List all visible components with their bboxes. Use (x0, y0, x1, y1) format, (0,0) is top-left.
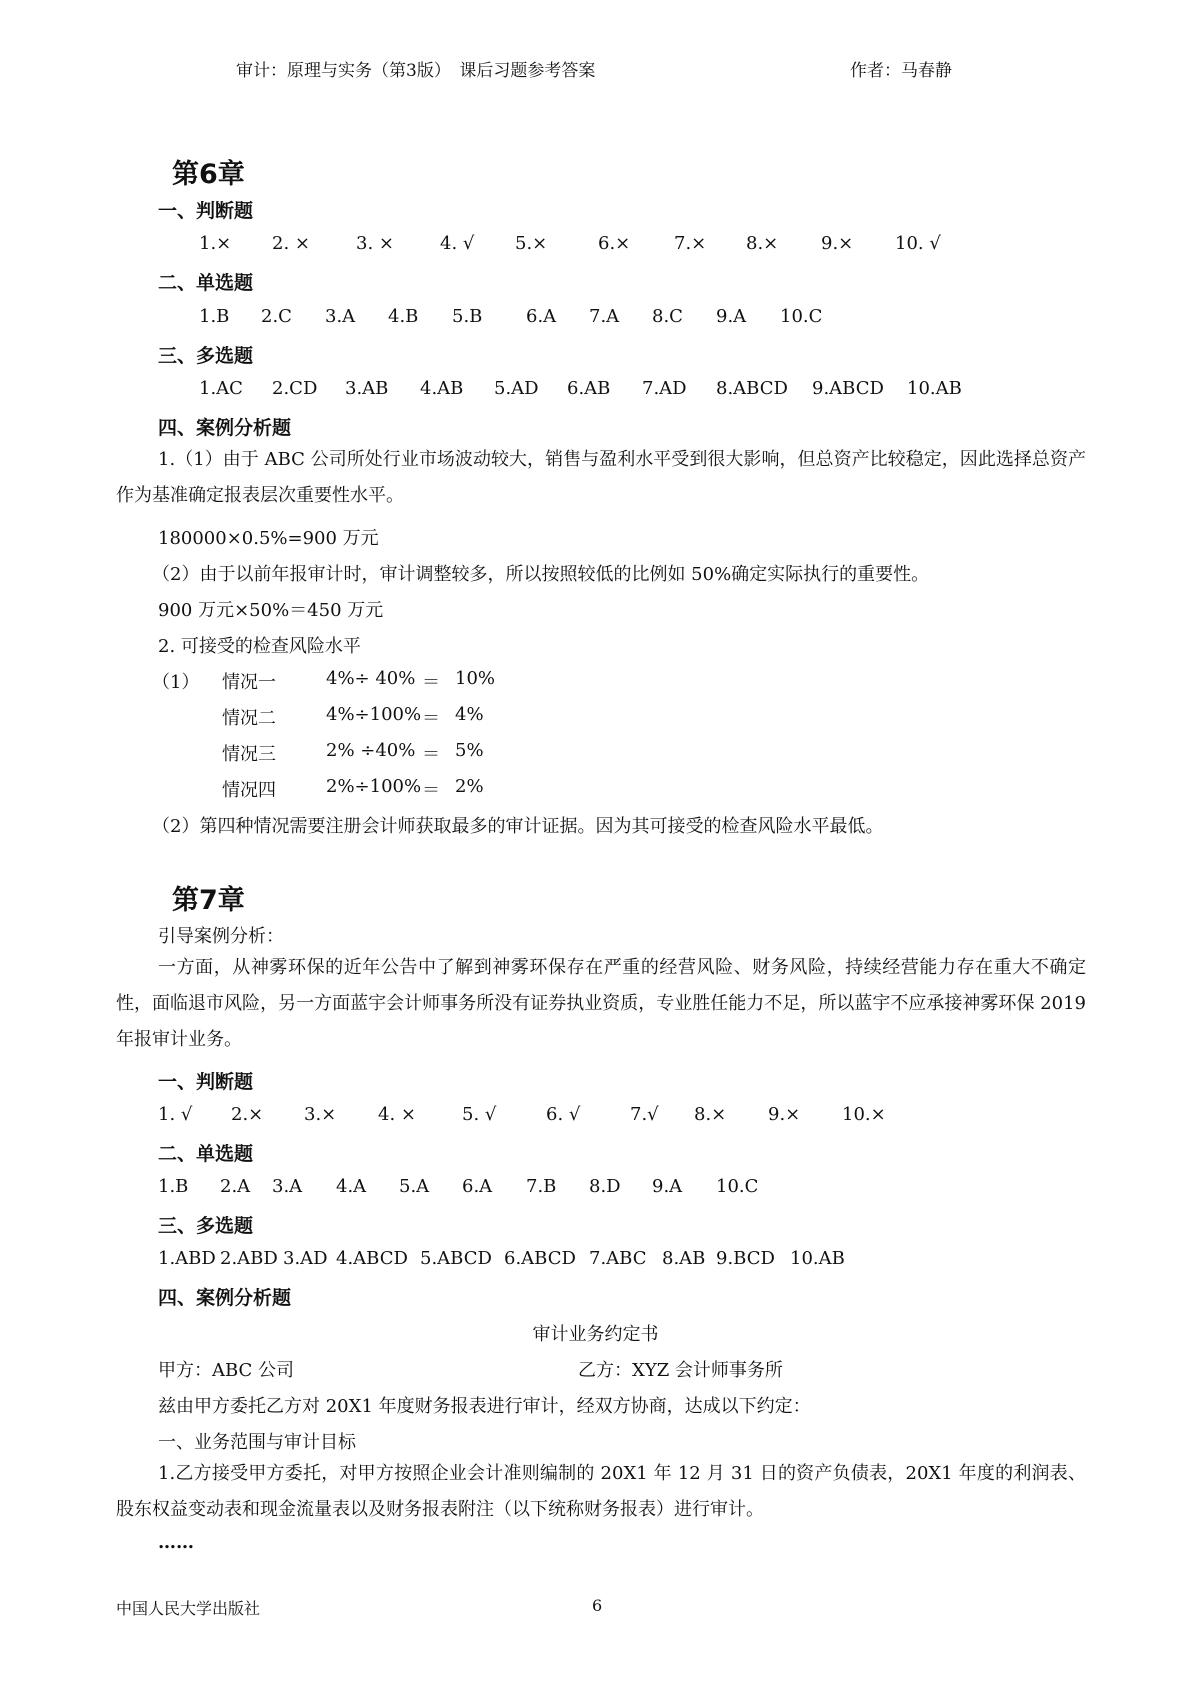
answer-item: 6. √ (546, 1104, 581, 1125)
answer-item: 4.ABCD (336, 1248, 408, 1269)
answer-item: 8.× (746, 233, 779, 254)
answer-item: 8.D (589, 1176, 621, 1197)
answer-item: 3.AD (283, 1248, 328, 1269)
answer-item: 7.A (589, 306, 620, 327)
answer-item: 7.B (526, 1176, 557, 1197)
ch6-section-case-analysis: 四、案例分析题 (158, 417, 292, 439)
footer-page-number: 6 (592, 1596, 603, 1615)
answer-item: 6.ABCD (504, 1248, 576, 1269)
answer-item: 1.B (158, 1176, 189, 1197)
answer-item: 1.× (199, 233, 232, 254)
answer-item: 1. √ (158, 1104, 193, 1125)
footer-publisher: 中国人民大学出版社 (116, 1599, 261, 1618)
answer-item: 6.× (598, 233, 631, 254)
answer-item: 8.× (694, 1104, 727, 1125)
answer-item: 8.C (652, 306, 683, 327)
case-eq: ＝ (422, 780, 440, 801)
answer-item: 9.A (716, 306, 747, 327)
answer-item: 6.A (526, 306, 557, 327)
header-title: 审计：原理与实务（第3版） 课后习题参考答案 (236, 61, 596, 81)
ch6-case2-title: 2. 可接受的检查风险水平 (158, 636, 361, 657)
ch7-section-true-false: 一、判断题 (158, 1071, 254, 1093)
case-result: 4% (455, 704, 484, 725)
ch7-section-case-analysis: 四、案例分析题 (158, 1287, 292, 1309)
answer-item: 6.A (462, 1176, 493, 1197)
answer-item: 2.ABD (220, 1248, 278, 1269)
ch6-section-true-false: 一、判断题 (158, 200, 254, 222)
answer-item: 5.B (452, 306, 483, 327)
answer-item: 5.ABCD (420, 1248, 492, 1269)
case-eq: ＝ (422, 744, 440, 765)
answer-item: 3.A (325, 306, 356, 327)
answer-item: 2.C (261, 306, 292, 327)
ellipsis: …… (158, 1532, 194, 1553)
answer-item: 10.AB (790, 1248, 845, 1269)
answer-item: 2.A (220, 1176, 251, 1197)
answer-item: 9.× (768, 1104, 801, 1125)
answer-item: 6.AB (567, 378, 611, 399)
case-name: 情况三 (222, 744, 276, 765)
answer-item: 8.AB (662, 1248, 706, 1269)
ch6-case2-part1-label: （1） (152, 672, 200, 693)
contract-section-heading: 一、业务范围与审计目标 (158, 1432, 356, 1453)
ch6-section-single-choice: 二、单选题 (158, 272, 254, 294)
answer-item: 10.C (716, 1176, 759, 1197)
case-eq: ＝ (422, 708, 440, 729)
case-calc: 4%÷100% (326, 704, 422, 725)
case-result: 5% (455, 740, 484, 761)
case-calc: 2%÷100% (326, 776, 422, 797)
contract-clause-1: 1.乙方接受甲方委托，对甲方按照企业会计准则编制的 20X1 年 12 月 31 日的资产负债表，20X1 年度的利润表、股东权益变动表和现金流量表以及财务报表附注（以下统称财务报表）进行审计。 (116, 1463, 1086, 1520)
ch6-case1-paragraph: 1.（1）由于 ABC 公司所处行业市场波动较大，销售与盈利水平受到很大影响，但总资产比较稳定，因此选择总资产作为基准确定报表层次重要性水平。 (116, 449, 1086, 506)
answer-item: 4.B (388, 306, 419, 327)
case-result: 2% (455, 776, 484, 797)
ch6-case2-part2: （2）第四种情况需要注册会计师获取最多的审计证据。因为其可接受的检查风险水平最低。 (152, 816, 884, 837)
ch6-case1-calc: 180000×0.5%=900 万元 (158, 528, 379, 549)
ch7-section-single-choice: 二、单选题 (158, 1143, 254, 1165)
chapter-6-title: 第6章 (172, 159, 245, 190)
case-result: 10% (455, 668, 496, 689)
answer-item: 4.AB (420, 378, 464, 399)
contract-party-b: 乙方：XYZ 会计师事务所 (578, 1360, 783, 1381)
answer-item: 2.CD (272, 378, 318, 399)
ch6-case1-part2: （2）由于以前年报审计时，审计调整较多，所以按照较低的比例如 50%确定实际执行的重要性。 (152, 564, 930, 585)
contract-title: 审计业务约定书 (532, 1324, 659, 1345)
answer-item: 5. √ (462, 1104, 497, 1125)
answer-item: 4. × (378, 1104, 416, 1125)
case-calc: 2% ÷40% (326, 740, 416, 761)
answer-item: 10.× (842, 1104, 886, 1125)
ch7-section-multi-choice: 三、多选题 (158, 1215, 254, 1237)
answer-item: 3.AB (345, 378, 389, 399)
answer-item: 8.ABCD (716, 378, 788, 399)
case-name: 情况二 (222, 708, 276, 729)
answer-item: 1.ABD (158, 1248, 216, 1269)
answer-item: 9.BCD (716, 1248, 775, 1269)
answer-item: 7.AD (642, 378, 687, 399)
answer-item: 4. √ (440, 233, 475, 254)
answer-item: 5.× (515, 233, 548, 254)
answer-item: 7.√ (630, 1104, 659, 1125)
header-author: 作者：马春静 (850, 61, 952, 81)
ch6-section-multi-choice: 三、多选题 (158, 345, 254, 367)
ch7-intro-paragraph: 一方面，从神雾环保的近年公告中了解到神雾环保存在严重的经营风险、财务风险，持续经营能力存在重大不确定性，面临退市风险，另一方面蓝宇会计师事务所没有证券执业资质，专业胜任能力不足，所以蓝宇不应承接神雾环保 2019 年报审计业务。 (116, 957, 1086, 1050)
answer-item: 10.C (780, 306, 823, 327)
answer-item: 5.A (399, 1176, 430, 1197)
case-name: 情况一 (222, 672, 276, 693)
answer-item: 1.B (199, 306, 230, 327)
answer-item: 2.× (231, 1104, 264, 1125)
answer-item: 3. × (356, 233, 394, 254)
chapter-7-title: 第7章 (172, 885, 245, 916)
answer-item: 9.ABCD (812, 378, 884, 399)
answer-item: 10.AB (907, 378, 962, 399)
contract-party-a: 甲方：ABC 公司 (158, 1360, 295, 1381)
answer-item: 4.A (336, 1176, 367, 1197)
answer-item: 10. √ (895, 233, 941, 254)
answer-item: 1.AC (199, 378, 243, 399)
case-calc: 4%÷ 40% (326, 668, 416, 689)
answer-item: 7.× (674, 233, 707, 254)
answer-item: 3.× (304, 1104, 337, 1125)
ch6-case1-part2-calc: 900 万元×50%＝450 万元 (158, 600, 384, 621)
answer-item: 7.ABC (589, 1248, 647, 1269)
answer-item: 9.A (652, 1176, 683, 1197)
answer-item: 9.× (821, 233, 854, 254)
answer-item: 2. × (272, 233, 310, 254)
answer-item: 5.AD (494, 378, 539, 399)
ch7-intro-label: 引导案例分析： (158, 926, 284, 947)
answer-item: 3.A (272, 1176, 303, 1197)
case-name: 情况四 (222, 780, 276, 801)
case-eq: ＝ (422, 672, 440, 693)
contract-preamble: 兹由甲方委托乙方对 20X1 年度财务报表进行审计，经双方协商，达成以下约定： (158, 1396, 811, 1417)
